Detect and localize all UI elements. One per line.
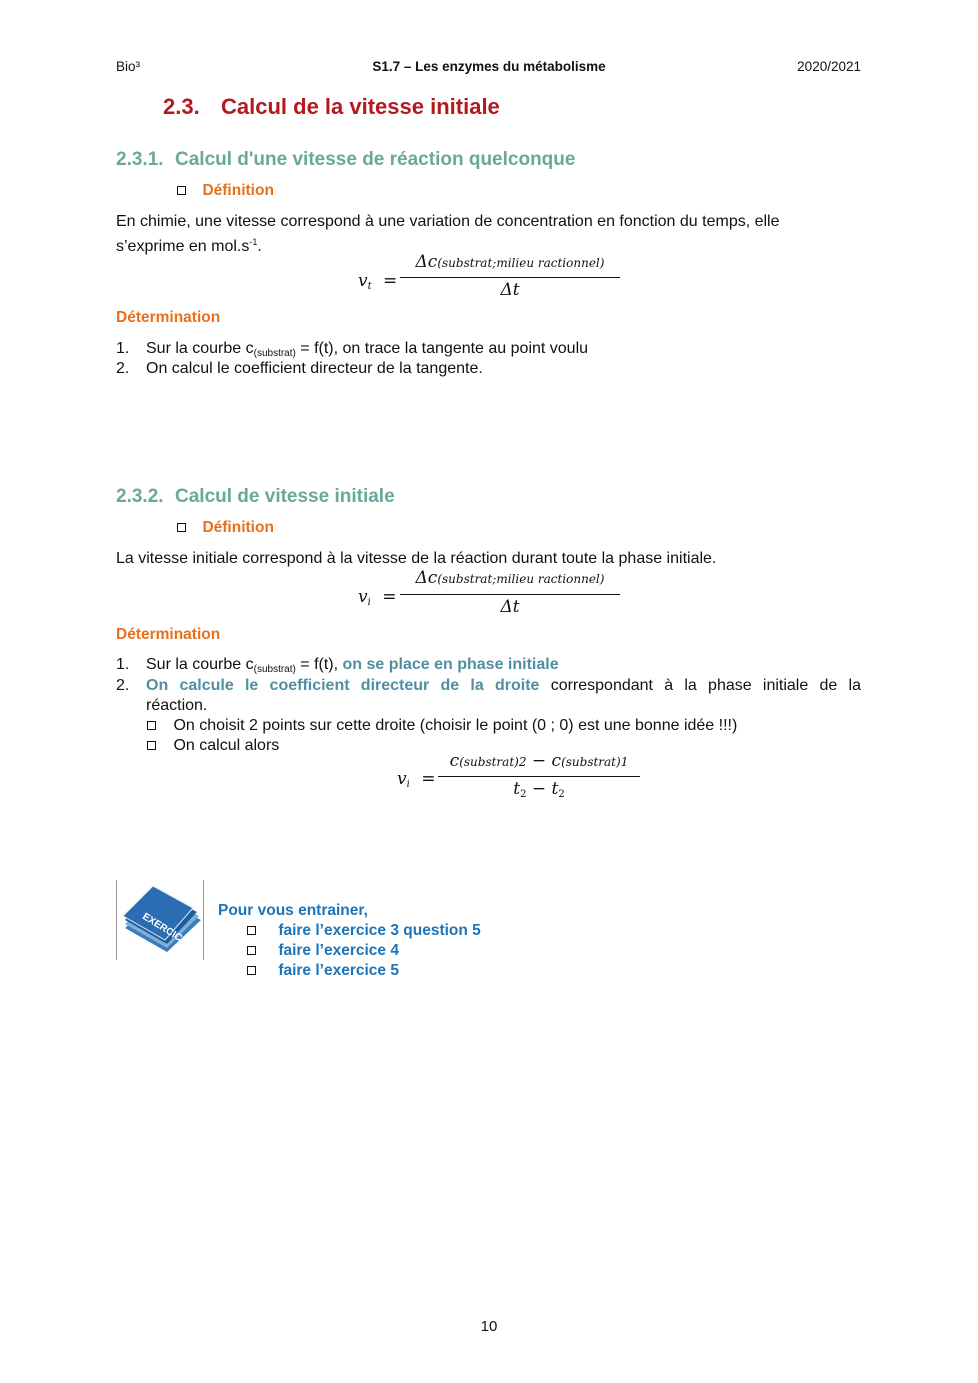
exercises-intro: Pour vous entrainer,	[218, 902, 368, 919]
bullet-item: On calcul alors	[147, 736, 861, 756]
subsection-2-number: 2.3.2.	[116, 486, 164, 507]
definition-heading-2	[177, 519, 274, 537]
page-number: 10	[480, 1318, 498, 1335]
fraction-bar	[438, 776, 640, 777]
determination-label: Détermination	[116, 309, 221, 326]
formula-denominator: Δt	[500, 280, 520, 300]
subsection-1-title: Calcul d'une vitesse de réaction quelconque	[175, 149, 576, 170]
fraction-bar	[400, 594, 620, 595]
paragraph: En chimie, une vitesse correspond à une variation de concentration en fonction du temps, elle	[116, 213, 780, 230]
formula-numerator: Δc(substrat;milieu ractionnel)	[415, 252, 605, 272]
formula-lhs: $v_t$ =	[358, 271, 398, 292]
checkbox-icon	[177, 523, 186, 532]
header-right: 2020/2021	[797, 59, 861, 74]
book-stack-icon	[117, 880, 203, 960]
checkbox-icon	[247, 946, 256, 955]
icon-text: EXERCICES	[140, 911, 196, 952]
definition-heading-1	[177, 182, 274, 200]
checkbox-icon	[147, 721, 156, 730]
paragraph-line-2: s’exprime en $mol.s^{-1}$.	[116, 237, 262, 255]
definition-label: Définition	[202, 519, 274, 536]
paragraph: La vitesse initiale correspond à la vitesse de la réaction durant toute la phase initiale.	[116, 550, 717, 567]
formula-lhs: $v_i$ =	[397, 769, 436, 790]
formula-denominator: Δt	[500, 597, 520, 617]
header-left: Bio³	[116, 59, 141, 74]
exercise-item: faire l’exercice 4	[247, 942, 399, 960]
header-center: S1.7 – Les enzymes du métabolisme	[372, 59, 606, 74]
list-item: 1. Sur la courbe $c_{(substrat)} = f(t)$, on se place en phase initiale	[116, 656, 559, 675]
checkbox-icon	[247, 926, 256, 935]
exercise-item: faire l’exercice 3 question 5	[247, 922, 481, 940]
list-item-continuation: réaction.	[146, 697, 208, 714]
fraction-bar	[400, 277, 620, 278]
bullet-item: On choisit 2 points sur cette droite (choisir le point (0 ; 0) est une bonne idée !!!)	[147, 716, 861, 736]
formula-numerator: Δc(substrat;milieu ractionnel)	[415, 568, 605, 588]
section-title: Calcul de la vitesse initiale	[221, 94, 500, 119]
determination-label: Détermination	[116, 626, 221, 643]
subsection-1-number: 2.3.1.	[116, 149, 164, 170]
formula-denominator: $t_2 - t_2$	[513, 779, 565, 800]
checkbox-icon	[147, 741, 156, 750]
list-item: 2. On calcule le coefficient directeur de la droite correspondant à la phase initiale de la	[116, 677, 861, 694]
subsection-2-title: Calcul de vitesse initiale	[175, 486, 395, 507]
section-number: 2.3.	[163, 94, 200, 119]
formula-lhs: $v_i$ =	[358, 587, 397, 608]
list-item: 1. Sur la courbe $c_{(substrat)} = f(t)$, on trace la tangente au point voulu	[116, 340, 589, 359]
list-item: 2. On calcul le coefficient directeur de la tangente.	[116, 360, 483, 377]
formula-numerator: c(substrat)2 − c(substrat)1	[449, 751, 629, 771]
checkbox-icon	[177, 186, 186, 195]
exercises-icon	[116, 880, 204, 960]
definition-label: Définition	[202, 182, 274, 199]
checkbox-icon	[247, 966, 256, 975]
exercise-item: faire l’exercice 5	[247, 962, 399, 980]
